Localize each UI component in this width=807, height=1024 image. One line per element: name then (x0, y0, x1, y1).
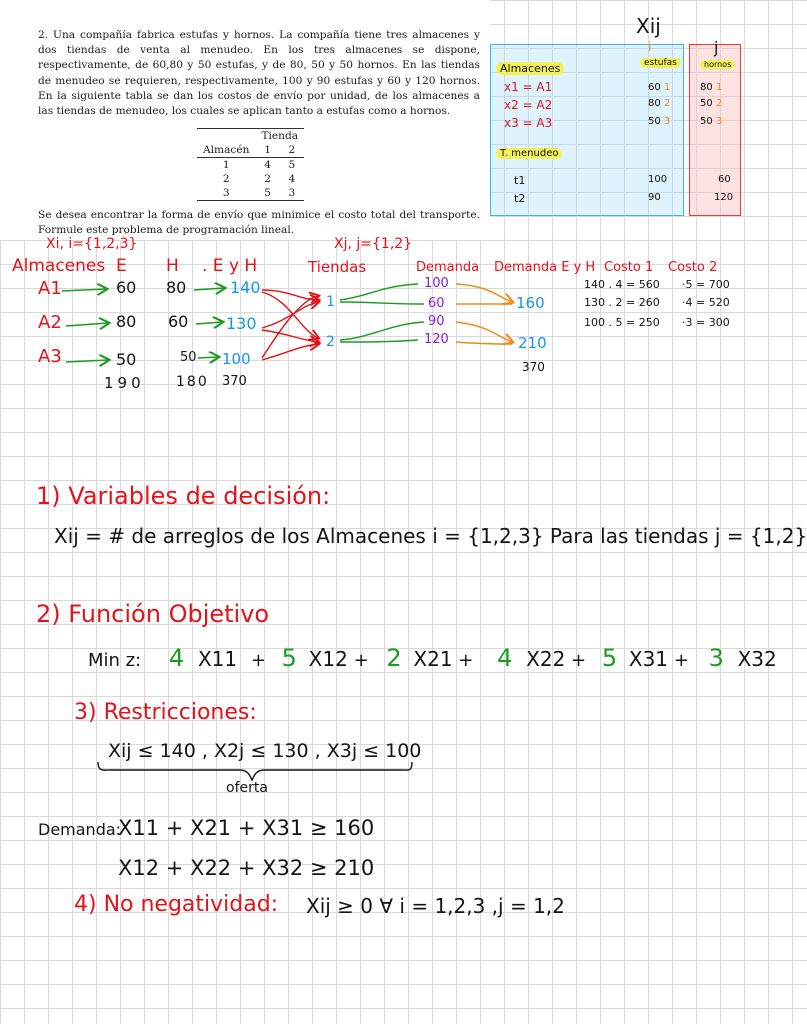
cost1-line: 140 . 4 = 560 (584, 278, 660, 291)
demand-value: 90 (428, 314, 445, 329)
variable: X21 (413, 647, 453, 671)
warehouse-a2: A2 (38, 312, 62, 333)
cost1-line: 130 . 2 = 260 (584, 296, 660, 309)
side-est-value: 80 (648, 98, 661, 109)
operator: + (458, 650, 474, 671)
section-objective: 2) Función Objetivo (36, 600, 270, 628)
demand-constraint-1: X11 + X21 + X31 ≥ 160 (118, 816, 375, 840)
demand-value: 100 (424, 276, 449, 291)
table-cell: 3 (197, 186, 255, 201)
side-x2: x2 = A2 (504, 98, 553, 112)
table-cell: 2 (222, 173, 230, 185)
side-j: j (714, 38, 719, 57)
side-est-value: 90 (648, 192, 661, 203)
decision-variable-definition: Xij = # de arreglos de los Almacenes i = {1,2,3} Para las tiendas j = {1,2} (54, 524, 807, 548)
side-hor-value: 80 (700, 82, 713, 93)
side-hor-mark: 3 (716, 116, 723, 127)
operator: + (571, 650, 587, 671)
table-col: 2 (280, 143, 304, 158)
table-cell: 4 (288, 173, 296, 185)
combined-total: 370 (222, 374, 247, 389)
table-cell: 3 (280, 186, 304, 201)
side-est-mark: 1 (664, 82, 671, 93)
problem-paragraph-2: Se desea encontrar la forma de envío que minimice el costo total del transporte. Formule este problema de programación lineal. (38, 209, 480, 237)
heading-demanda: Demanda (416, 260, 480, 275)
side-hornos: hornos (700, 60, 735, 69)
table-col: 1 (255, 143, 279, 158)
side-t1: t1 (514, 174, 526, 187)
coefficient: 2 (386, 644, 402, 672)
supply-label: oferta (226, 780, 268, 796)
side-est-mark: 2 (664, 98, 671, 109)
side-tiendas: T. menudeo (496, 148, 562, 159)
coefficient: 4 (497, 644, 513, 672)
heading-e: E (116, 256, 127, 276)
side-estufas: estufas (640, 58, 681, 68)
note-xj: Xj, j={1,2} (334, 236, 413, 252)
side-hor-mark: 1 (716, 82, 723, 93)
stoves-value: 50 (116, 350, 137, 369)
demand-value: 120 (424, 332, 449, 347)
combined-value: 140 (230, 278, 261, 297)
side-almacenes: Almacenes (496, 62, 564, 75)
combined-demand: 160 (516, 294, 545, 312)
section-decision-variables: 1) Variables de decisión: (36, 482, 331, 510)
combined-value: 130 (226, 314, 257, 333)
coefficient: 4 (168, 644, 185, 672)
supply-constraints: Xij ≤ 140 , X2j ≤ 130 , X3j ≤ 100 (108, 740, 422, 762)
side-est-mark: 3 (664, 116, 671, 127)
heading-almacenes: Almacenes (12, 256, 106, 276)
table-col-group: Tienda (255, 129, 304, 144)
cost2-line: ·3 = 300 (682, 316, 730, 329)
operator: + (250, 650, 266, 671)
ovens-value: 60 (168, 312, 189, 331)
problem-paragraph-1: 2. Una compañía fabrica estufas y hornos. La compañía tiene tres almacenes y dos tiendas de venta al menudeo. En los tres almacenes se dispone, respectivamente, de 60,80 y 50 estufas, y de 80, 50 y 50 hornos. En las tiendas de menudeo se requieren, respectivamente, 100 y 90 estufas y 60 y 120 hornos. En la siguiente tabla se dan los costos de envío por unidad, de los almacenes a las tiendas de menudeo, los cuales se aplican tanto a estufas como a hornos. (38, 29, 480, 118)
store-1: 1 (326, 294, 335, 310)
stoves-total: 190 (104, 374, 145, 392)
table-cell: 2 (264, 173, 271, 185)
heading-h: H (166, 256, 179, 276)
heading-costo1: Costo 1 (604, 260, 654, 275)
demand-label: Demanda: (38, 820, 122, 839)
coefficient: 5 (281, 644, 297, 672)
non-negativity-constraint: Xij ≥ 0 ∀ i = 1,2,3 ,j = 1,2 (306, 894, 565, 918)
objective-prefix: Min z: (88, 650, 142, 671)
side-xij: Xij (636, 14, 661, 38)
variable: X11 (197, 647, 238, 671)
side-est-value: 100 (648, 174, 668, 185)
side-hor-value: 120 (714, 192, 734, 203)
cost2-line: ·5 = 700 (682, 278, 730, 291)
side-est-value: 60 (648, 82, 661, 93)
side-x3: x3 = A3 (504, 116, 553, 130)
side-hor-value: 50 (700, 116, 713, 127)
side-hor-value: 50 (700, 98, 713, 109)
side-x1: x1 = A1 (504, 80, 553, 94)
section-non-negativity: 4) No negatividad: (74, 892, 279, 917)
coefficient: 3 (708, 644, 724, 672)
side-est-value: 50 (648, 116, 661, 127)
table-cell: 1 (222, 159, 230, 171)
side-hor-value: 60 (718, 174, 731, 185)
heading-costo2: Costo 2 (668, 260, 718, 275)
variable: X31 (628, 647, 669, 671)
table-cell: 4 (264, 159, 271, 171)
heading-demanda-eh: Demanda E y H (494, 260, 596, 275)
operator: + (673, 650, 689, 671)
variable: X22 (526, 647, 566, 671)
side-i: i (648, 40, 652, 55)
demand-constraint-2: X12 + X22 + X32 ≥ 210 (118, 856, 375, 880)
demand-value: 60 (428, 296, 445, 311)
demand-total: 370 (522, 360, 545, 374)
section-constraints: 3) Restricciones: (74, 700, 257, 725)
heading-tiendas: Tiendas (308, 258, 367, 276)
operator: + (353, 650, 369, 671)
ovens-value: 80 (166, 278, 187, 297)
side-t2: t2 (514, 192, 526, 205)
objective-function (88, 644, 777, 672)
coefficient: 5 (601, 644, 618, 672)
warehouse-a3: A3 (38, 346, 62, 367)
variable: X32 (737, 647, 777, 671)
combined-demand: 210 (518, 334, 547, 352)
table-cell: 5 (288, 159, 296, 171)
side-hor-mark: 2 (716, 98, 723, 109)
ovens-value: 50 (180, 350, 197, 365)
heading-eh: . E y H (202, 256, 258, 276)
warehouse-a1: A1 (38, 278, 62, 299)
combined-value: 100 (222, 350, 251, 368)
table-cell: 5 (255, 186, 279, 201)
store-2: 2 (326, 334, 335, 350)
table-row-header: Almacén (197, 143, 255, 158)
ovens-total: 180 (176, 374, 209, 390)
cost1-line: 100 . 5 = 250 (584, 316, 660, 329)
stoves-value: 80 (116, 312, 137, 331)
variable: X12 (308, 647, 348, 671)
stoves-value: 60 (116, 278, 137, 297)
cost2-line: ·4 = 520 (682, 296, 730, 309)
note-xi: Xi, i={1,2,3} (46, 236, 138, 252)
